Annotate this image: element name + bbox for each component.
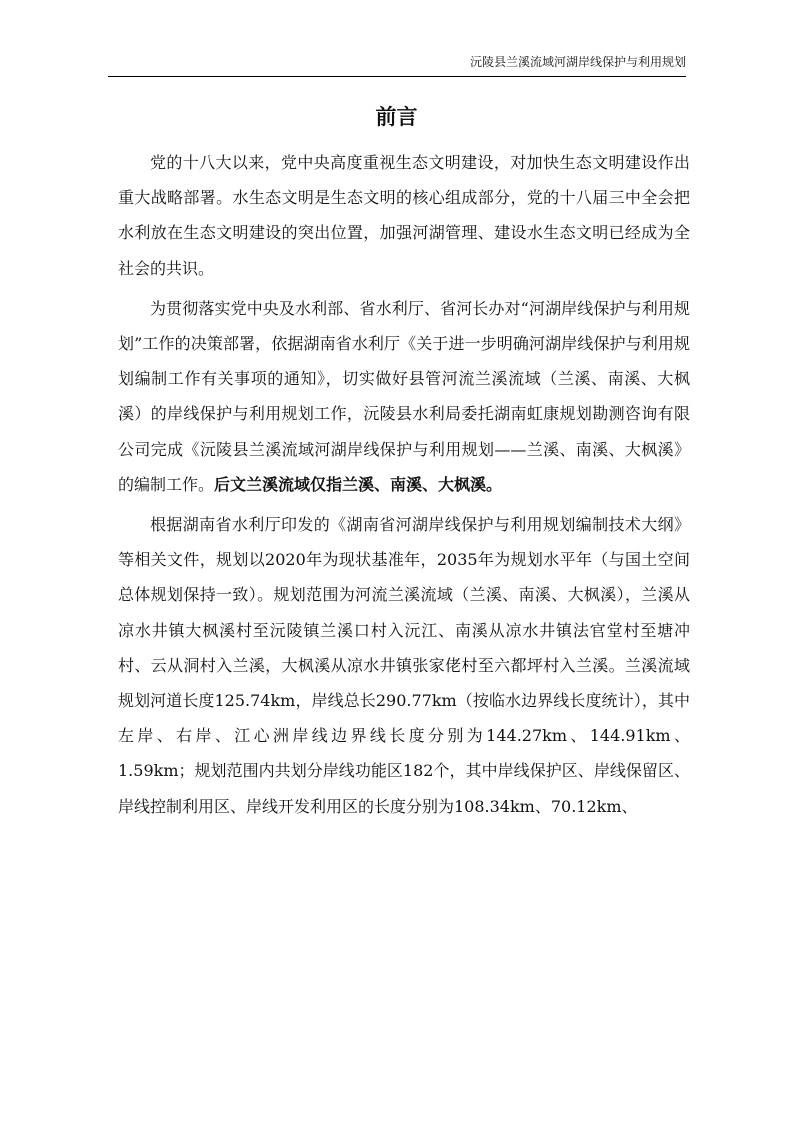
paragraph-intro (118, 145, 690, 286)
page-title: 前言 (375, 105, 418, 129)
document-body (118, 145, 690, 829)
running-header (108, 54, 686, 77)
running-header-title: 沅陵县兰溪流域河湖岸线保护与利用规划 (469, 55, 686, 69)
paragraph-background (118, 291, 690, 502)
paragraph-text: 为贯彻落实党中央及水利部、省水利厅、省河长办对“河湖岸线保护与利用规划”工作的决策部署，依据湖南省水利厅《关于进一步明确河湖岸线保护与利用规划编制工作有关事项的通知》，切实做好县管河流兰溪流域（兰溪、南溪、大枫溪）的岸线保护与利用规划工作，沅陵县水利局委托湖南虹康规划勘测咨询有限公司完成《沅陵县兰溪流域河湖岸线保护与利用规划——兰溪、南溪、大枫溪》的编制工作。 (118, 298, 690, 494)
paragraph-text: 党的十八大以来，党中央高度重视生态文明建设，对加快生态文明建设作出重大战略部署。水生态文明是生态文明的核心组成部分，党的十八届三中全会把水利放在生态文明建设的突出位置，加强河湖管理、建设水生态文明已经成为全社会的共识。 (118, 153, 690, 278)
paragraph-scope (118, 507, 690, 824)
paragraph-bold-note: 后文兰溪流域仅指兰溪、南溪、大枫溪。 (214, 474, 503, 494)
paragraph-text: 根据湖南省水利厅印发的《湖南省河湖岸线保护与利用规划编制技术大纲》等相关文件，规划以2020年为现状基准年，2035年为规划水平年（与国土空间总体规划保持一致）。规划范围为河流兰溪流域（兰溪、南溪、大枫溪），兰溪从凉水井镇大枫溪村至沅陵镇兰溪口村入沅江、南溪从凉水井镇法官堂村至塘冲村、云从洞村入兰溪，大枫溪从凉水井镇张家佬村至六都坪村入兰溪。兰溪流域规划河道长度125.74km，岸线总长290.77km（按临水边界线长度统计），其中左岸、右岸、江心洲岸线边界线长度分别为144.27km、144.91km、1.59km；规划范围内共划分岸线功能区182个，其中岸线保护区、岸线保留区、岸线控制利用区、岸线开发利用区的长度分别为108.34km、70.12km、 (118, 515, 690, 816)
